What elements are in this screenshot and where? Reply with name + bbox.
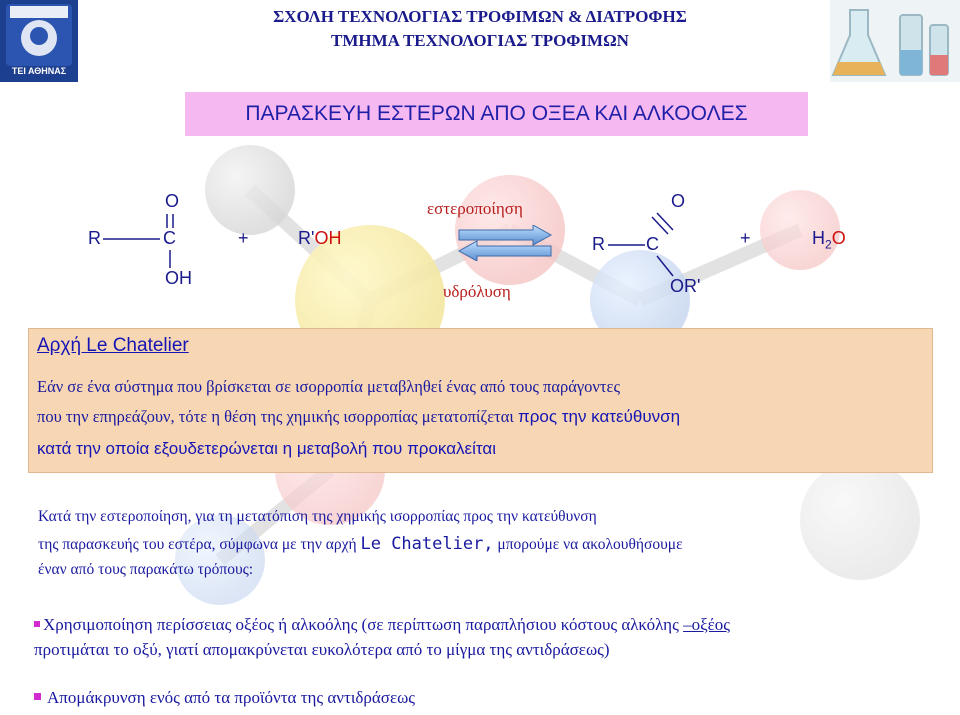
- body-line-2: [38, 534, 683, 554]
- forward-label: εστεροποίηση: [427, 199, 523, 218]
- body-line-2b: μπορούμε να ακολουθήσουμε: [497, 536, 683, 553]
- water-subscript: 2: [825, 237, 832, 252]
- le-chatelier-box: [28, 328, 933, 473]
- bullet-1-text-b: –οξέος: [683, 615, 731, 634]
- le-chatelier-line-2a: που την επηρεάζουν, τότε η θέση της χημικής ισορροπίας μετατοπίζεται: [37, 407, 514, 426]
- bullet-2-text: Απομάκρυνση ενός από τα προϊόντα της αντιδράσεως: [47, 688, 416, 707]
- bullet-1-text-a: Χρησιμοποίηση περίσσειας οξέος ή αλκοόλης (σε περίπτωση παραπλήσιου κόστους αλκόλης: [43, 615, 679, 634]
- water-formula: [812, 228, 846, 252]
- body-line-3: έναν από τους παρακάτω τρόπους:: [38, 561, 254, 578]
- body-line-1: Κατά την εστεροποίηση, για τη μετατόπιση της χημικής ισορροπίας προς την κατεύθυνση: [38, 508, 597, 525]
- water-h: H: [812, 228, 825, 248]
- bullet-marker-icon: [34, 693, 41, 700]
- acid-carbon: C: [163, 228, 176, 248]
- le-chatelier-line-2b: προς την κατεύθυνση: [518, 407, 681, 426]
- plus-sign-1: +: [238, 228, 249, 248]
- slide-title: ΠΑΡΑΣΚΕΥΗ ΕΣΤΕΡΩΝ ΑΠΟ ΟΞΕΑ ΚΑΙ ΑΛΚΟΟΛΕΣ: [245, 102, 748, 125]
- acid-r-group: R: [88, 228, 101, 248]
- le-chatelier-mono: Le Chatelier,: [360, 534, 494, 554]
- alcohol-oh: OH: [314, 228, 342, 248]
- acid-hydroxyl: OH: [165, 268, 192, 288]
- le-chatelier-line-1: Εάν σε ένα σύστημα που βρίσκεται σε ισορροπία μεταβληθεί ένας από τους παράγοντες: [37, 377, 620, 396]
- ester-or-group: OR': [670, 276, 701, 296]
- reverse-label: υδρόλυση: [443, 282, 511, 301]
- department-name: ΤΜΗΜΑ ΤΕΧΝΟΛΟΓΙΑΣ ΤΡΟΦΙΜΩΝ: [331, 31, 629, 50]
- alcohol-formula: [298, 228, 341, 249]
- logo-text: ΤΕΙ ΑΘΗΝΑΣ: [11, 66, 67, 76]
- bullet-2: [34, 688, 415, 708]
- ester-carbon: C: [646, 234, 659, 254]
- school-name: ΣΧΟΛΗ ΤΕΧΝΟΛΟΓΙΑΣ ΤΡΟΦΙΜΩΝ & ΔΙΑΤΡΟΦΗΣ: [273, 7, 687, 26]
- bullet-1-line-2: προτιμάται το οξύ, γιατί απομακρύνεται ευκολότερα από το μίγμα της αντιδράσεως): [34, 640, 610, 659]
- alcohol-r-prime: R': [298, 228, 315, 248]
- bullet-1-line-1: [34, 615, 730, 635]
- plus-sign-2: +: [740, 228, 751, 248]
- le-chatelier-line-2: [37, 407, 680, 427]
- acid-carbonyl-oxygen: O: [165, 191, 180, 211]
- acid-bonds: [0, 0, 960, 320]
- le-chatelier-line-3: κατά την οποία εξουδετερώνεται η μεταβολή που προκαλείται: [37, 439, 496, 458]
- le-chatelier-heading: Αρχή Le Chatelier: [37, 335, 189, 356]
- ester-carbonyl-oxygen: O: [671, 191, 686, 211]
- water-o: O: [831, 228, 846, 248]
- body-line-2a: της παρασκευής του εστέρα, σύμφωνα με την αρχή: [38, 536, 357, 553]
- bullet-marker-icon: [34, 621, 40, 627]
- equilibrium-arrows: [455, 225, 555, 261]
- ester-r-group: R: [592, 234, 605, 254]
